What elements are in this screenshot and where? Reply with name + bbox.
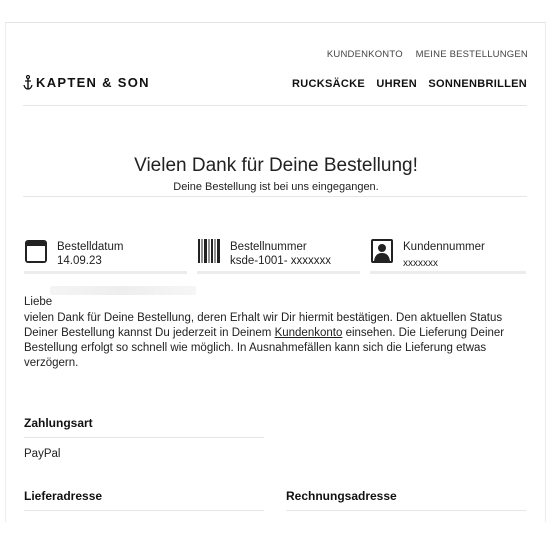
- top-links: [317, 49, 528, 60]
- order-number-label: Bestellnummer: [230, 241, 307, 253]
- order-date-label: Bestelldatum: [57, 241, 124, 253]
- my-orders-link[interactable]: MEINE BESTELLUNGEN: [415, 49, 528, 60]
- customer-number-value: xxxxxxx: [403, 258, 438, 269]
- message-text-end: einsehen. Die Lieferung Deiner Bestellung erfolgt so schnell wie möglich. In Ausnahmefällen kann sich die Lieferung etwas verzögern.: [24, 327, 505, 369]
- nav-item-sonnenbrillen[interactable]: SONNENBRILLEN: [428, 78, 527, 90]
- message-text-start: vielen Dank für Deine Bestellung, deren Erhalt wir Dir hiermit bestätigen. Den aktuellen Status Deiner Bestellung kannst Du jederzeit in Deinem: [24, 312, 503, 339]
- customer-number-underline: [370, 271, 526, 274]
- payment-divider: [24, 437, 264, 438]
- nav-item-uhren[interactable]: UHREN: [376, 78, 418, 90]
- greeting-text: Liebe: [24, 296, 53, 308]
- brand-name: KAPTEN & SON: [36, 75, 150, 90]
- calendar-icon: [24, 238, 48, 264]
- payment-method-value: PayPal: [24, 448, 61, 460]
- page-title: Vielen Dank für Deine Bestellung!: [134, 155, 418, 176]
- main-nav: [284, 78, 527, 90]
- order-date-value: 14.09.23: [57, 255, 102, 267]
- order-number-underline: [197, 271, 360, 274]
- page-subtitle: Deine Bestellung ist bei uns eingegangen.: [173, 181, 379, 193]
- delivery-address-heading: Lieferadresse: [24, 489, 103, 503]
- message-body: [24, 311, 534, 371]
- header-divider: [23, 105, 527, 106]
- order-number-value: ksde-1001- xxxxxxx: [230, 255, 331, 267]
- customer-number-label: Kundennummer: [403, 241, 485, 253]
- brand-logo[interactable]: [23, 75, 150, 90]
- barcode-icon: [197, 238, 221, 264]
- customer-account-inline-link[interactable]: Kundenkonto: [274, 327, 343, 339]
- redacted-name: [50, 286, 196, 295]
- title-divider: [23, 196, 527, 197]
- customer-account-link[interactable]: KUNDENKONTO: [326, 49, 403, 60]
- billing-address-divider: [286, 510, 526, 511]
- delivery-address-divider: [24, 510, 264, 511]
- billing-address-heading: Rechnungsadresse: [286, 489, 397, 503]
- user-icon: [370, 238, 394, 264]
- anchor-icon: [23, 75, 33, 90]
- order-date-underline: [24, 271, 187, 274]
- payment-heading: Zahlungsart: [24, 416, 93, 430]
- nav-item-rucksaecke[interactable]: RUCKSÄCKE: [292, 78, 366, 90]
